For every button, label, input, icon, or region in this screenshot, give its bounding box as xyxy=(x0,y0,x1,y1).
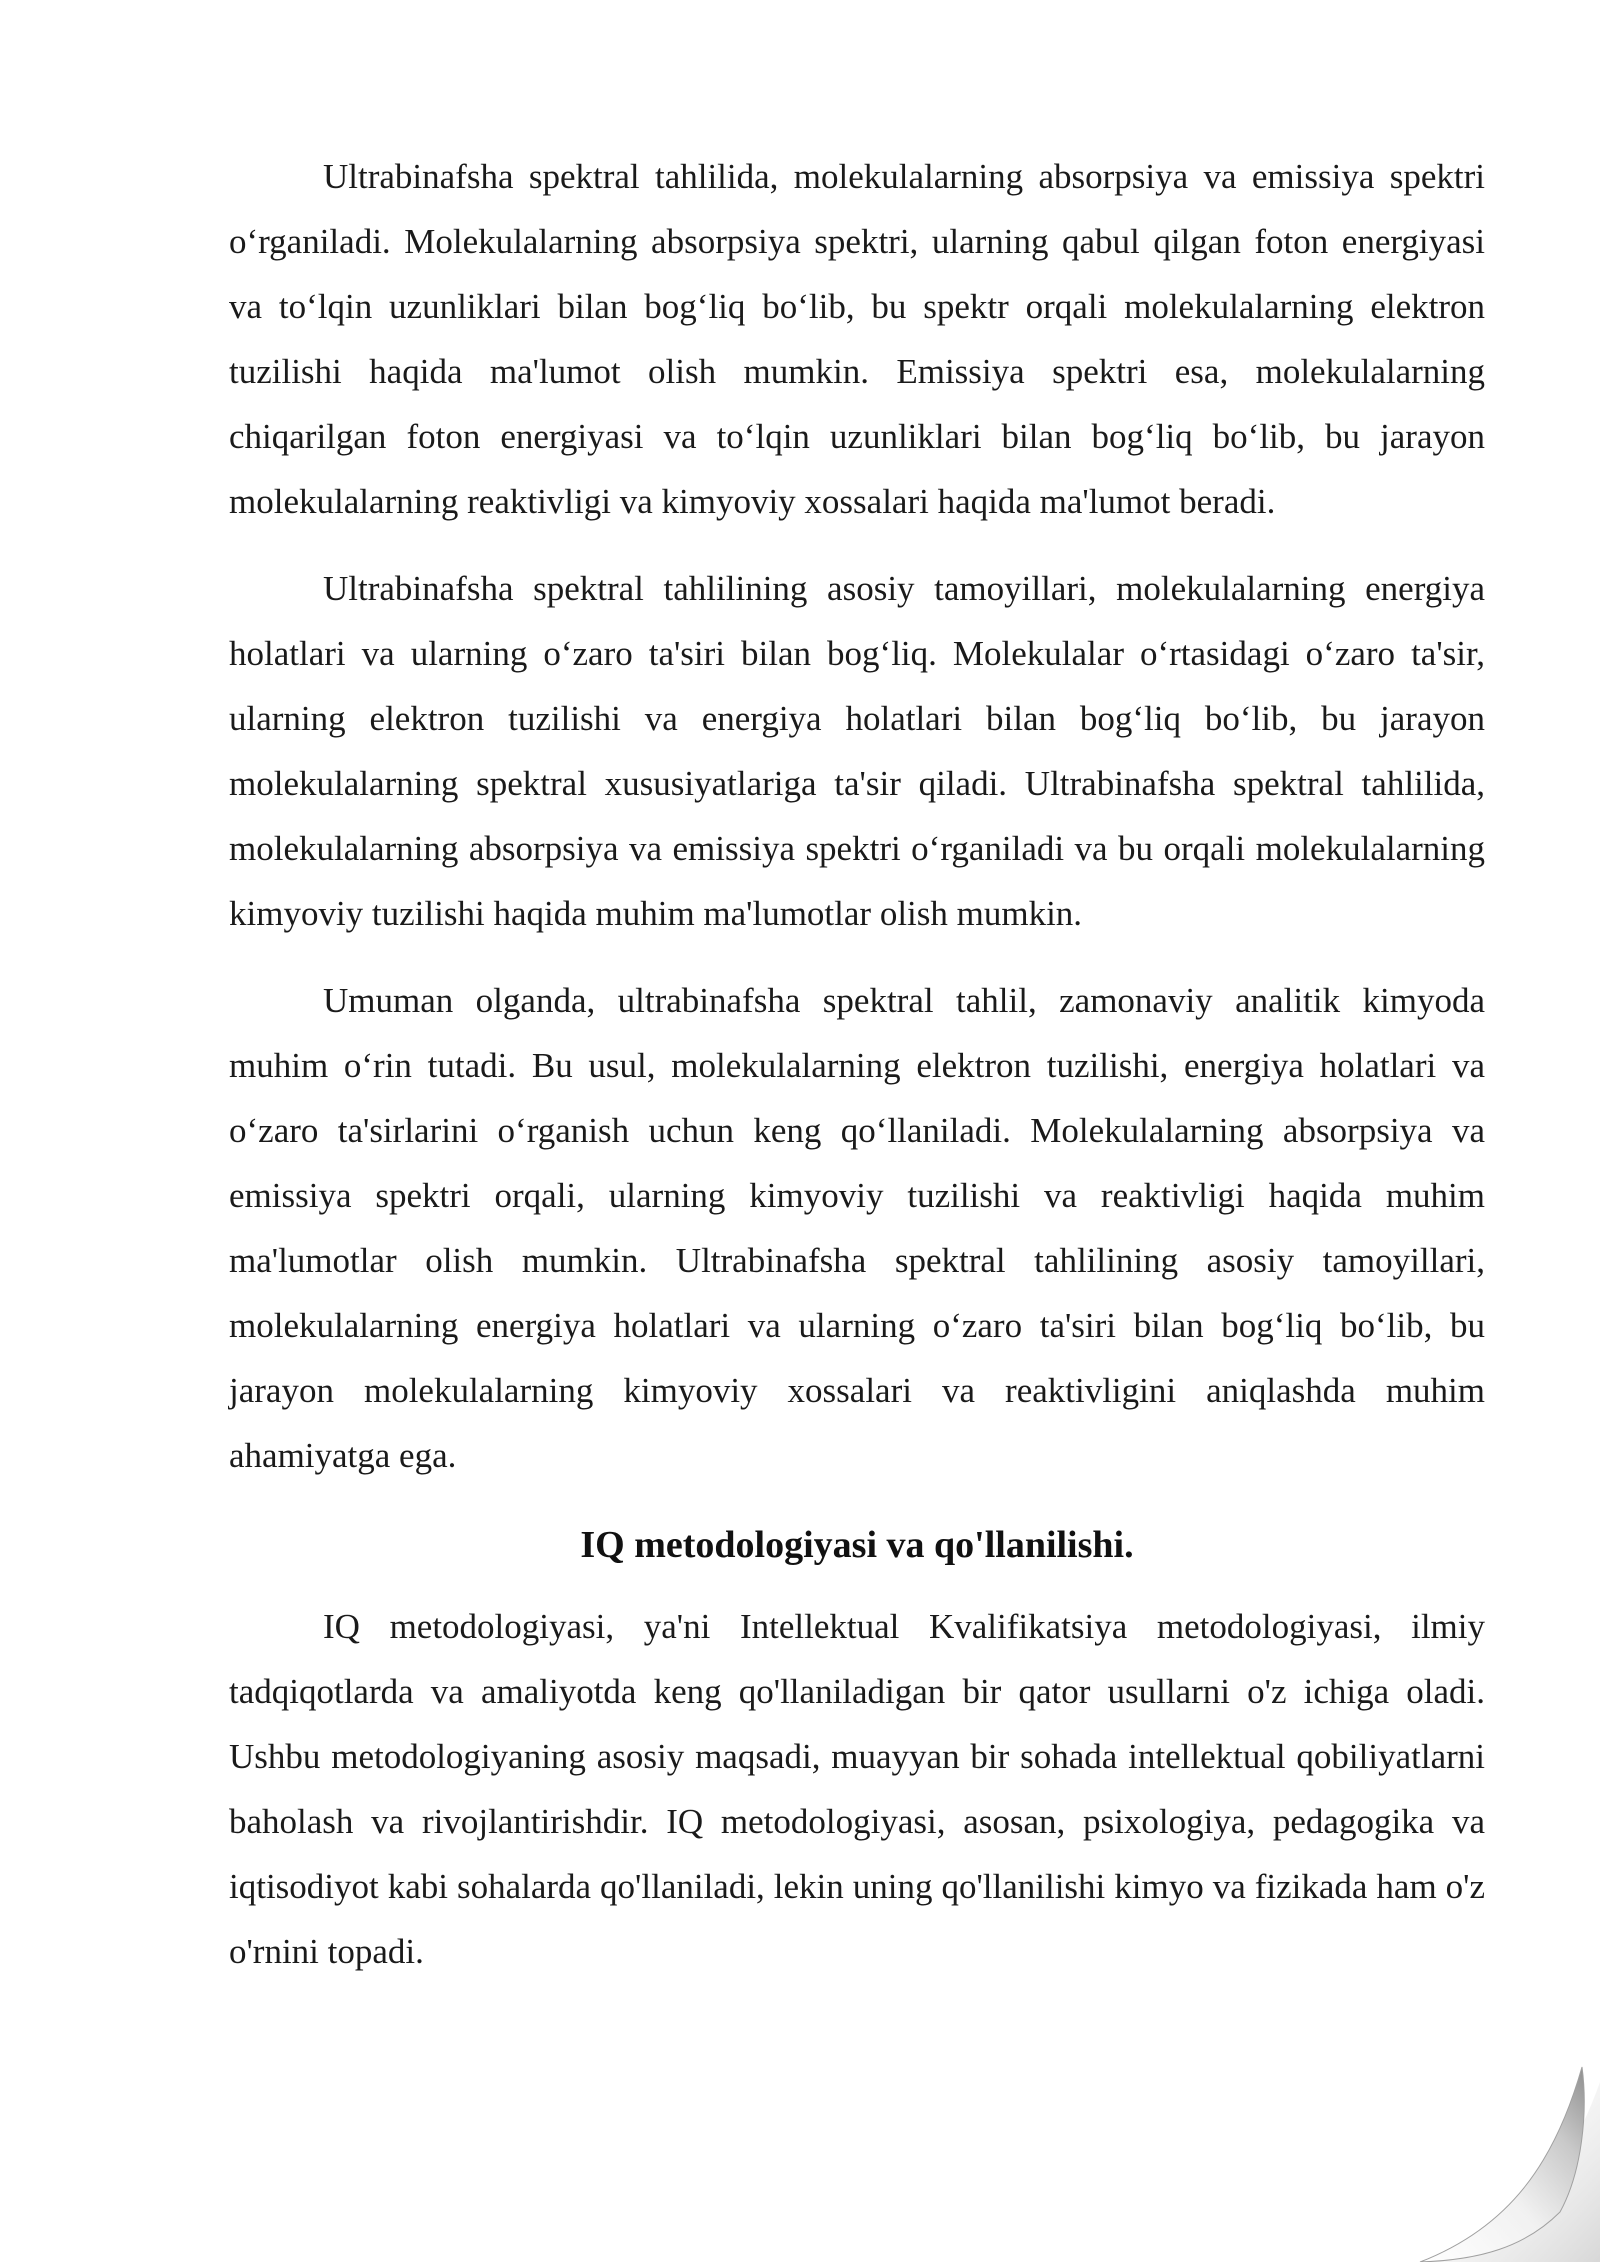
document-body xyxy=(229,144,1485,2006)
paragraph-iq-methodology: IQ metodologiyasi, ya'ni Intellektual Kvalifikatsiya metodologiyasi, ilmiy tadqiqotlarda va amaliyotda keng qo'llaniladigan bir qator usullarni o'z ichiga oladi. Ushbu metodologiyaning asosiy maqsadi, muayyan bir sohada intellektual qobiliyatlarni baholash va rivojlantirishdir. IQ metodologiyasi, asosan, psixologiya, pedagogika va iqtisodiyot kabi sohalarda qo'llaniladi, lekin uning qo'llanilishi kimyo va fizikada ham o'z o'rnini topadi. xyxy=(229,1607,1485,1971)
paragraph-uv-absorption-emission: Ultrabinafsha spektral tahlilida, molekulalarning absorpsiya va emissiya spektri o‘rganiladi. Molekulalarning absorpsiya spektri, ularning qabul qilgan foton energiyasi va to‘lqin uzunliklari bilan bog‘liq bo‘lib, bu spektr orqali molekulalarning elektron tuzilishi haqida ma'lumot olish mumkin. Emissiya spektri esa, molekulalarning chiqarilgan foton energiyasi va to‘lqin uzunliklari bilan bog‘liq bo‘lib, bu jarayon molekulalarning reaktivligi va kimyoviy xossalari haqida ma'lumot beradi. xyxy=(229,157,1485,521)
paragraph-uv-principles: Ultrabinafsha spektral tahlilining asosiy tamoyillari, molekulalarning energiya holatlari va ularning o‘zaro ta'siri bilan bog‘liq. Molekulalar o‘rtasidagi o‘zaro ta'sir, ularning elektron tuzilishi va energiya holatlari bilan bog‘liq bo‘lib, bu jarayon molekulalarning spektral xususiyatlariga ta'sir qiladi. Ultrabinafsha spektral tahlilida, molekulalarning absorpsiya va emissiya spektri o‘rganiladi va bu orqali molekulalarning kimyoviy tuzilishi haqida muhim ma'lumotlar olish mumkin. xyxy=(229,569,1485,933)
section-heading-iq-methodology: IQ metodologiyasi va qo'llanilishi. xyxy=(580,1524,1134,1566)
paragraph-uv-conclusion: Umuman olganda, ultrabinafsha spektral tahlil, zamonaviy analitik kimyoda muhim o‘rin tutadi. Bu usul, molekulalarning elektron tuzilishi, energiya holatlari va o‘zaro ta'sirlarini o‘rganish uchun keng qo‘llaniladi. Molekulalarning absorpsiya va emissiya spektri orqali, ularning kimyoviy tuzilishi va reaktivligi haqida muhim ma'lumotlar olish mumkin. Ultrabinafsha spektral tahlilining asosiy tamoyillari, molekulalarning energiya holatlari va ularning o‘zaro ta'siri bilan bog‘liq bo‘lib, bu jarayon molekulalarning kimyoviy xossalari va reaktivligini aniqlashda muhim ahamiyatga ega. xyxy=(229,981,1485,1475)
page-curl-icon xyxy=(1320,2022,1600,2262)
